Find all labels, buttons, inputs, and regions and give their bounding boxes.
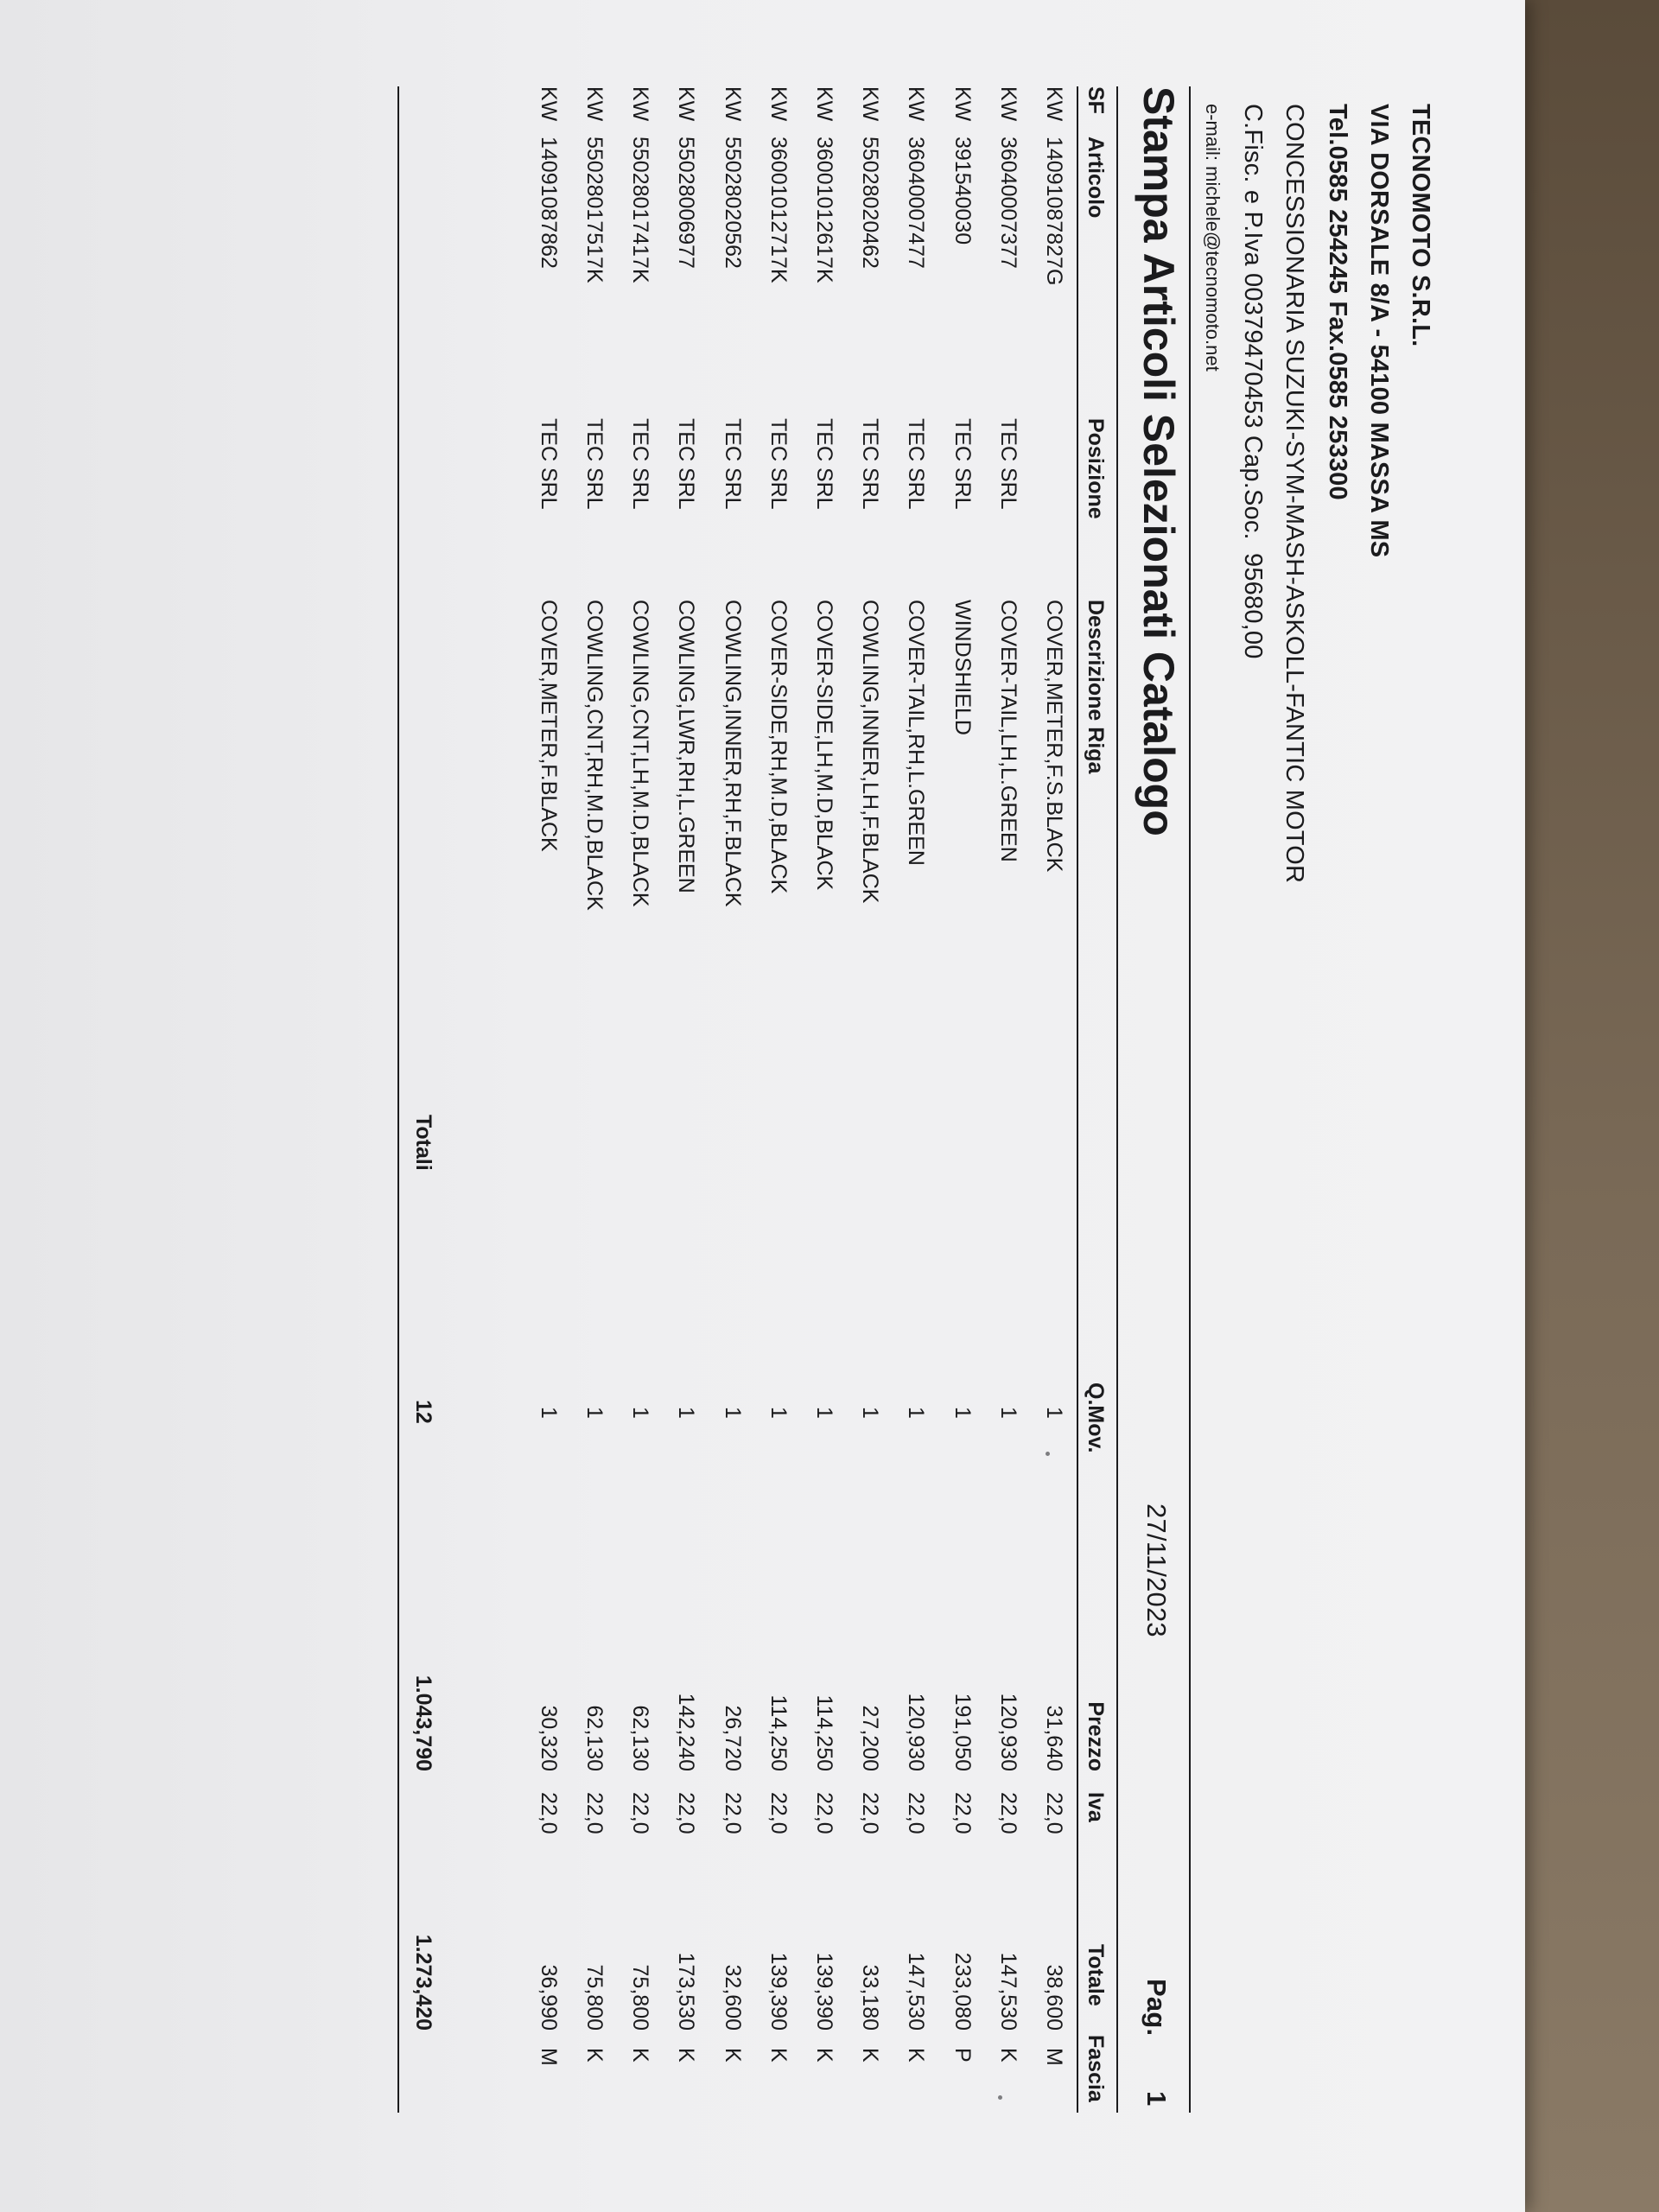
cell-fascia: K [812, 2048, 836, 2063]
cell-prezzo: 30,320 [536, 1705, 561, 1771]
report-date: 27/11/2023 [1141, 1503, 1172, 1637]
cell-prezzo: 120,930 [995, 1693, 1020, 1771]
cell-articolo: 14091087827G [1042, 137, 1066, 286]
cell-descrizione: COVER-TAIL,RH,L.GREEN [904, 600, 929, 866]
cell-fascia: K [904, 2048, 929, 2063]
cell-totale: 147,530 [904, 1952, 929, 2031]
cell-prezzo: 62,130 [582, 1705, 607, 1771]
cell-sf: KW [995, 86, 1020, 122]
cell-qmov: 1 [628, 1407, 653, 1419]
cell-fascia: K [674, 2048, 699, 2063]
cell-prezzo: 26,720 [720, 1705, 745, 1771]
cell-iva: 22,0 [904, 1792, 929, 1834]
cell-posizione: TEC SRL [904, 418, 929, 510]
cell-sf: KW [950, 86, 975, 122]
cell-prezzo: 191,050 [950, 1693, 975, 1771]
cell-sf: KW [720, 86, 745, 122]
cell-sf: KW [904, 86, 929, 122]
totals-prezzo: 1.043,790 [411, 1675, 435, 1771]
cell-iva: 22,0 [812, 1792, 836, 1834]
cell-descrizione: COWLING,CNT,RH,M.D,BLACK [582, 600, 607, 911]
cell-iva: 22,0 [858, 1792, 883, 1834]
cell-articolo: 55028020462 [858, 137, 883, 269]
cell-sf: KW [1042, 86, 1066, 122]
col-posizione: Posizione [1084, 418, 1108, 519]
cell-sf: KW [628, 86, 653, 122]
cell-fascia: K [766, 2048, 791, 2063]
col-prezzo: Prezzo [1084, 1701, 1108, 1771]
cell-fascia: K [858, 2048, 883, 2063]
cell-iva: 22,0 [628, 1792, 653, 1834]
cell-descrizione: COWLING,INNER,LH,F.BLACK [858, 600, 883, 904]
totals-totale: 1.273,420 [411, 1934, 435, 2031]
cell-posizione: TEC SRL [674, 418, 699, 510]
cell-sf: KW [536, 86, 561, 122]
cell-iva: 22,0 [766, 1792, 791, 1834]
col-descrizione: Descrizione Riga [1084, 600, 1108, 774]
cell-prezzo: 27,200 [858, 1705, 883, 1771]
cell-qmov: 1 [995, 1407, 1020, 1419]
page-title: Stampa Articoli Selezionati Catalogo [1135, 86, 1183, 836]
cell-descrizione: COWLING,LWR,RH,L.GREEN [674, 600, 699, 893]
cell-totale: 147,530 [995, 1952, 1020, 2031]
company-phone-fax: Tel.0585 254245 Fax.0585 253300 [1324, 104, 1351, 500]
cell-prezzo: 114,250 [766, 1694, 791, 1771]
cell-articolo: 36001012717K [766, 137, 791, 283]
cell-articolo: 55028020562 [720, 137, 745, 269]
col-sf: SF [1084, 86, 1108, 114]
cell-fascia: K [995, 2048, 1020, 2063]
cell-articolo: 36040007377 [995, 137, 1020, 269]
cell-sf: KW [858, 86, 883, 122]
cell-qmov: 1 [674, 1407, 699, 1419]
cell-prezzo: 120,930 [904, 1693, 929, 1771]
cell-descrizione: COVER-SIDE,RH,M.D,BLACK [766, 600, 791, 894]
cell-articolo: 55028017417K [628, 137, 653, 283]
cell-articolo: 36040007477 [904, 137, 929, 269]
cell-qmov: 1 [858, 1407, 883, 1419]
totals-label: Totali [411, 1115, 435, 1171]
cell-posizione: TEC SRL [858, 418, 883, 510]
cell-qmov: 1 [812, 1407, 836, 1419]
cell-posizione: TEC SRL [766, 418, 791, 510]
divider-title [1116, 86, 1118, 2113]
cell-qmov: 1 [950, 1407, 975, 1419]
cell-totale: 75,800 [582, 1964, 607, 2031]
cell-fascia: M [1042, 2048, 1066, 2066]
cell-posizione: TEC SRL [628, 418, 653, 510]
company-capital: 95680,00 [1239, 553, 1267, 659]
cell-iva: 22,0 [995, 1792, 1020, 1834]
col-totale: Totale [1084, 1944, 1108, 2006]
cell-sf: KW [812, 86, 836, 122]
cell-articolo: 36001012617K [812, 137, 836, 283]
cell-iva: 22,0 [674, 1792, 699, 1834]
cell-prezzo: 31,640 [1042, 1705, 1066, 1771]
cell-posizione: TEC SRL [582, 418, 607, 510]
page-number: 1 [1141, 2091, 1172, 2107]
cell-descrizione: COWLING,INNER,RH,F.BLACK [720, 600, 745, 907]
company-fiscal: C.Fisc. e P.Iva 00379470453 Cap.Soc. [1239, 104, 1267, 540]
cell-posizione: TEC SRL [536, 418, 561, 510]
totals-qmov: 12 [411, 1400, 435, 1424]
page-label: Pag. [1141, 1979, 1172, 2037]
cell-totale: 38,600 [1042, 1964, 1066, 2031]
cell-qmov: 1 [582, 1407, 607, 1419]
cell-iva: 22,0 [950, 1792, 975, 1834]
cell-prezzo: 142,240 [674, 1693, 699, 1771]
cell-iva: 22,0 [720, 1792, 745, 1834]
cell-qmov: 1 [766, 1407, 791, 1419]
cell-prezzo: 62,130 [628, 1705, 653, 1771]
cell-prezzo: 114,250 [812, 1694, 836, 1771]
cell-descrizione: COVER-TAIL,LH,L.GREEN [995, 600, 1020, 862]
cell-articolo: 55028006977 [674, 137, 699, 269]
cell-sf: KW [766, 86, 791, 122]
col-articolo: Articolo [1084, 137, 1108, 219]
cell-articolo: 391540030 [950, 137, 975, 245]
catalog-print-document [225, 86, 1434, 2160]
cell-qmov: 1 [536, 1407, 561, 1419]
cell-totale: 32,600 [720, 1964, 745, 2031]
cell-totale: 139,390 [812, 1952, 836, 2031]
divider-top [1189, 86, 1191, 2113]
cell-posizione: TEC SRL [950, 418, 975, 510]
cell-descrizione: COVER-SIDE,LH,M.D,BLACK [812, 600, 836, 891]
cell-descrizione: COVER,METER,F.S.BLACK [1042, 600, 1066, 873]
paper-speck [1046, 1452, 1050, 1456]
col-fascia: Fascia [1084, 2035, 1108, 2102]
cell-descrizione: WINDSHIELD [950, 600, 975, 735]
cell-iva: 22,0 [582, 1792, 607, 1834]
cell-totale: 139,390 [766, 1952, 791, 2031]
divider-totals [397, 86, 399, 2113]
cell-fascia: K [720, 2048, 745, 2063]
cell-posizione: TEC SRL [995, 418, 1020, 510]
cell-qmov: 1 [904, 1407, 929, 1419]
cell-qmov: 1 [720, 1407, 745, 1419]
cell-totale: 233,080 [950, 1952, 975, 2031]
cell-sf: KW [674, 86, 699, 122]
paper-speck [998, 2095, 1002, 2100]
company-name: TECNOMOTO S.R.L. [1407, 104, 1434, 347]
col-iva: Iva [1084, 1792, 1108, 1822]
cell-articolo: 55028017517K [582, 137, 607, 283]
cell-posizione: TEC SRL [720, 418, 745, 510]
cell-sf: KW [582, 86, 607, 122]
cell-totale: 75,800 [628, 1964, 653, 2031]
cell-iva: 22,0 [1042, 1792, 1066, 1834]
cell-iva: 22,0 [536, 1792, 561, 1834]
cell-descrizione: COVER,METER,F.BLACK [536, 600, 561, 852]
cell-fascia: P [950, 2048, 975, 2063]
cell-descrizione: COWLING,CNT,LH,M.D,BLACK [628, 600, 653, 907]
company-address: VIA DORSALE 8/A - 54100 MASSA MS [1365, 104, 1393, 558]
cell-totale: 36,990 [536, 1964, 561, 2031]
cell-fascia: K [582, 2048, 607, 2063]
cell-posizione: TEC SRL [812, 418, 836, 510]
company-dealer: CONCESSIONARIA SUZUKI-SYM-MASH-ASKOLL-FANTIC MOTOR [1281, 104, 1308, 884]
cell-totale: 173,530 [674, 1952, 699, 2031]
col-qmov: Q.Mov. [1084, 1382, 1108, 1453]
divider-columns [1077, 86, 1078, 2113]
cell-fascia: K [628, 2048, 653, 2063]
company-email: e-mail: michele@tecnomoto.net [1202, 104, 1224, 372]
cell-qmov: 1 [1042, 1407, 1066, 1419]
cell-fascia: M [536, 2048, 561, 2066]
cell-totale: 33,180 [858, 1964, 883, 2031]
cell-articolo: 14091087862 [536, 137, 561, 269]
